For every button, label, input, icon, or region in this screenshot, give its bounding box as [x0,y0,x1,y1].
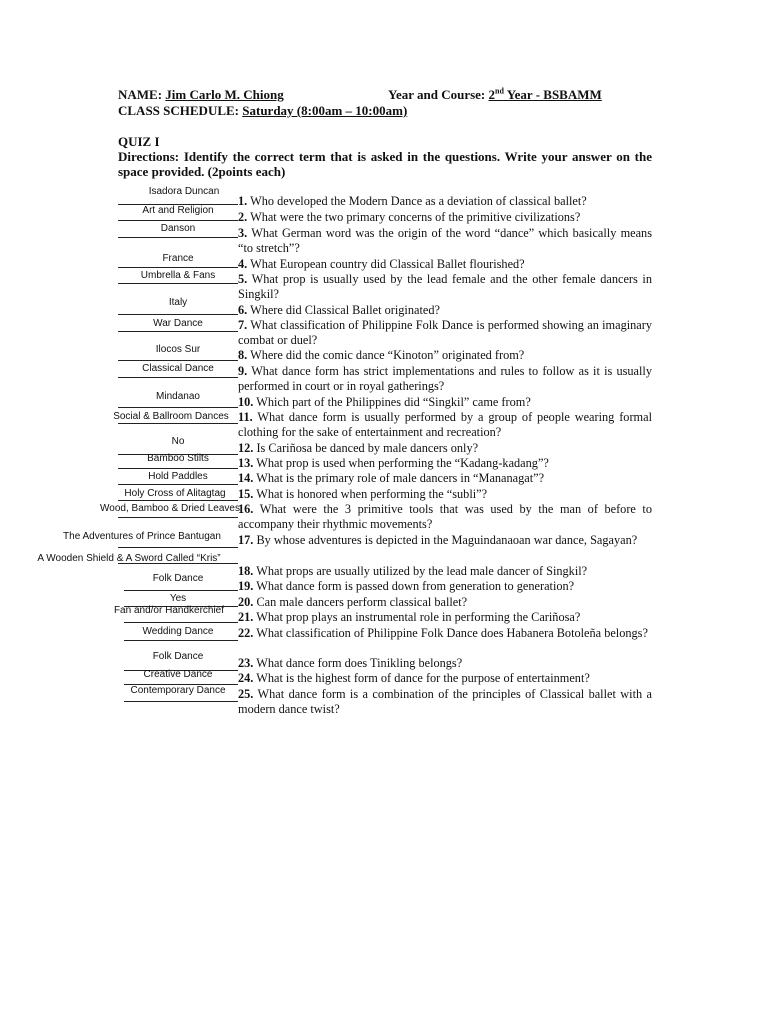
answer-line-7 [118,331,238,332]
answer-line-18 [118,563,238,564]
question-text: What is the highest form of dance for the purpose of entertainment? [253,671,590,685]
question-text: What prop is usually used by the lead female and the other female dancers in Singkil? [238,272,652,302]
question-number: 5. [238,272,248,286]
question-number: 9. [238,364,248,378]
answer-line-13 [118,468,238,469]
answer-24: Creative Dance [143,669,213,680]
schedule-value: Saturday (8:00am – 10:00am) [242,103,408,118]
question-number: 24. [238,671,254,685]
answer-line-15 [118,500,238,501]
question-number: 3. [238,226,248,240]
answer-20: Yes [169,593,187,604]
question-number: 21. [238,610,254,624]
answer-line-6 [118,314,238,315]
answer-15: Holy Cross of Alitagtag [124,488,226,499]
answer-7: War Dance [153,318,203,329]
answer-6: Italy [168,297,188,308]
question-23 [238,656,652,671]
year-suffix: nd [495,86,504,96]
question-number: 16. [238,502,254,516]
answer-line-5 [118,283,238,284]
answer-line-25 [124,701,238,702]
question-number: 23. [238,656,254,670]
question-number: 12. [238,441,254,455]
question-number: 17. [238,533,254,547]
answer-21: Fan and/or Handkerchief [113,605,225,616]
question-text: Where did the comic dance “Kinoton” originated from? [247,348,525,362]
question-text: What dance form does Tinikling belongs? [253,656,463,670]
answer-11: Social & Ballroom Dances [113,411,229,422]
question-8 [238,348,652,363]
answer-25: Contemporary Dance [130,685,226,696]
question-20 [238,595,652,610]
year-value [489,87,602,102]
question-text: What is the primary role of male dancers in “Mananagat”? [253,471,545,485]
question-text: What were the two primary concerns of the primitive civilizations? [247,210,581,224]
question-number: 15. [238,487,254,501]
question-text: What dance form has strict implementations and rules to follow as it is usually performed in court or in royal gatherings? [238,364,652,394]
schedule-label: CLASS SCHEDULE: [118,103,240,118]
answer-12: No [171,436,185,447]
question-number: 1. [238,194,248,208]
answer-17: The Adventures of Prince Bantugan [63,531,221,542]
question-number: 22. [238,626,254,640]
question-text: What dance form is a combination of the principles of Classical ballet with a modern dance twist? [238,687,652,717]
year-course [388,87,602,103]
answer-line-17 [118,547,238,548]
question-text: By whose adventures is depicted in the Maguindanaoan war dance, Sagayan? [253,533,638,547]
answer-19: Folk Dance [152,573,204,584]
answer-18: A Wooden Shield & A Sword Called “Kris” [37,553,221,564]
answer-4: France [162,253,194,264]
answer-line-2 [118,220,238,221]
answer-2: Art and Religion [142,205,214,216]
schedule-row [118,103,658,119]
question-text: What dance form is passed down from generation to generation? [253,579,575,593]
student-header [118,87,658,119]
question-13 [238,456,652,471]
question-text: What is honored when performing the “subli”? [253,487,488,501]
name-row [118,87,658,103]
answer-8: Ilocos Sur [155,344,201,355]
question-19 [238,579,652,594]
answer-14: Hold Paddles [148,471,208,482]
answer-13: Bamboo Stilts [147,453,209,464]
question-text: What classification of Philippine Folk Dance does Habanera Botoleña belongs? [253,626,648,640]
name-label: NAME: [118,87,163,102]
question-text: Which part of the Philippines did “Singkil” came from? [253,395,531,409]
question-text: What prop is used when performing the “Kadang-kadang”? [253,456,549,470]
question-18 [238,564,652,579]
question-number: 13. [238,456,254,470]
answer-line-3 [118,237,238,238]
answer-line-22 [124,640,238,641]
answer-1: Isadora Duncan [148,186,220,197]
question-14 [238,471,652,486]
question-1 [238,194,652,209]
quiz-title: QUIZ I [118,134,160,149]
question-number: 18. [238,564,254,578]
answer-5: Umbrella & Fans [140,270,216,281]
question-text: What German word was the origin of the word “dance” which basically means “to stretch”? [238,226,652,256]
question-11 [238,410,652,441]
question-22 [238,626,652,641]
answer-23: Folk Dance [152,651,204,662]
answer-line-10 [118,407,238,408]
question-text: What dance form is usually performed by a group of people wearing formal clothing for the sake of entertainment and recreation? [238,410,652,440]
answer-line-19 [124,590,238,591]
question-number: 19. [238,579,254,593]
answer-line-14 [118,484,238,485]
answer-line-4 [118,267,238,268]
question-text: Can male dancers perform classical ballet? [253,595,468,609]
question-12 [238,441,652,456]
question-16 [238,502,652,533]
year-label: Year and Course: [388,87,486,102]
question-number: 20. [238,595,254,609]
question-number: 4. [238,257,248,271]
year-number: 2 [488,87,496,102]
name-value: Jim Carlo M. Chiong [165,87,284,102]
question-number: 11. [238,410,253,424]
question-text: What classification of Philippine Folk Dance is performed showing an imaginary combat or duel? [238,318,652,348]
question-25 [238,687,652,718]
question-17 [238,533,652,548]
question-10 [238,395,652,410]
question-3 [238,226,652,257]
question-text: What European country did Classical Ballet flourished? [247,257,525,271]
year-course-text: Year - BSBAMM [503,87,602,102]
question-21 [238,610,652,625]
question-number: 25. [238,687,254,701]
question-number: 2. [238,210,248,224]
question-2 [238,210,652,225]
question-text: What prop plays an instrumental role in performing the Cariñosa? [253,610,581,624]
question-9 [238,364,652,395]
question-15 [238,487,652,502]
question-text: What were the 3 primitive tools that was used by the man of before to accompany their rhythmic movements? [238,502,652,532]
answer-line-11 [118,423,238,424]
answer-22: Wedding Dance [142,626,214,637]
question-text: Who developed the Modern Dance as a deviation of classical ballet? [247,194,587,208]
answer-line-8 [118,360,238,361]
question-number: 10. [238,395,254,409]
quiz-directions: Directions: Identify the correct term that is asked in the questions. Write your answer on the space provided. (2points each) [118,149,652,179]
question-4 [238,257,652,272]
question-6 [238,303,652,318]
answer-10: Mindanao [156,391,200,402]
answer-16: Wood, Bamboo & Dried Leaves [100,503,240,514]
question-number: 7. [238,318,248,332]
question-text: What props are usually utilized by the lead male dancer of Singkil? [253,564,588,578]
answer-line-21 [124,622,238,623]
question-24 [238,671,652,686]
question-5 [238,272,652,303]
answer-line-16 [118,517,238,518]
question-number: 8. [238,348,248,362]
question-text: Where did Classical Ballet originated? [247,303,440,317]
answer-9: Classical Dance [142,363,214,374]
answer-3: Danson [160,223,196,234]
question-text: Is Cariñosa be danced by male dancers only? [253,441,479,455]
question-7 [238,318,652,349]
question-number: 14. [238,471,254,485]
question-number: 6. [238,303,248,317]
answer-line-9 [118,377,238,378]
